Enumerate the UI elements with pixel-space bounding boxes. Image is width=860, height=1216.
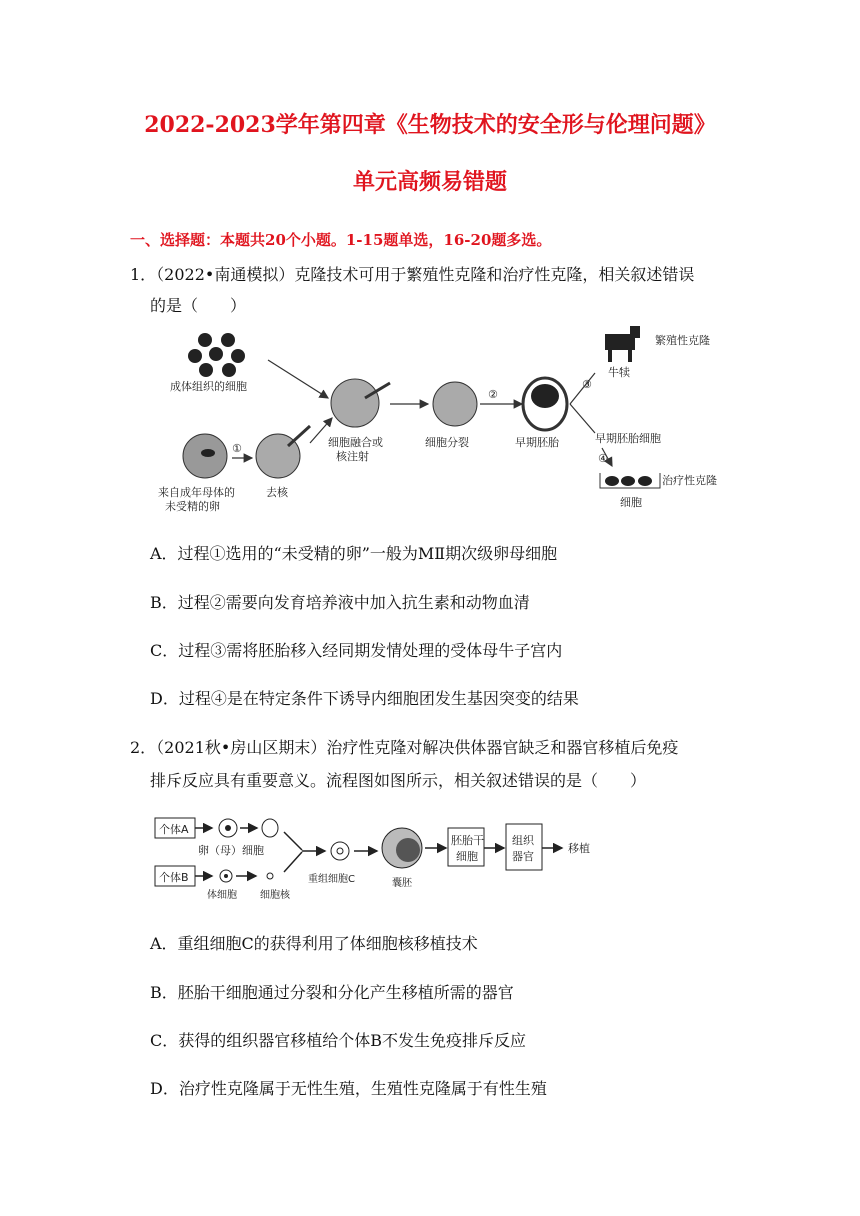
title-line-1: 2022-2023学年第四章《生物技术的安全形与伦理问题》: [144, 112, 716, 138]
recombined-label: 重组细胞C: [308, 874, 355, 885]
organ-box: [506, 824, 542, 870]
adult-cells-icon: [188, 333, 245, 377]
enucleate-label: 去核: [266, 486, 288, 499]
cells-dish-icon: [600, 473, 660, 488]
early-embryo-cells-label: 早期胚胎细胞: [595, 432, 661, 445]
step2-label: ②: [488, 388, 498, 401]
reproductive-label: 繁殖性克隆: [655, 334, 710, 347]
organ-label-1: 组织: [512, 834, 534, 847]
q1-option-b: B．过程②需要向发育培养液中加入抗生素和动物血清: [150, 593, 530, 612]
individual-a-label: 个体A: [159, 823, 189, 836]
egg-label-2: 未受精的卵: [165, 500, 220, 513]
q1-stem-line-1: 1．（2022•南通模拟）克隆技术可用于繁殖性克隆和治疗性克隆，相关叙述错误: [130, 265, 695, 284]
early-embryo-label: 早期胚胎: [515, 436, 559, 449]
q2-option-a: A．重组细胞C的获得利用了体细胞核移植技术: [150, 934, 478, 953]
egg-label-1: 来自成年母体的: [158, 486, 235, 499]
section-heading: 一、选择题：本题共20个小题。1-15题单选，16-20题多选。: [130, 231, 552, 249]
transplant-label: 移植: [568, 842, 590, 855]
q1-option-d: D．过程④是在特定条件下诱导内细胞团发生基因突变的结果: [150, 689, 579, 708]
q2-option-d: D．治疗性克隆属于无性生殖，生殖性克隆属于有性生殖: [150, 1079, 547, 1098]
q2-stem-line-2: 排斥反应具有重要意义。流程图如图所示，相关叙述错误的是（ ）: [150, 771, 647, 790]
q2-clone-flowchart: [150, 810, 640, 900]
q2-option-c: C．获得的组织器官移植给个体B不发生免疫排斥反应: [150, 1031, 527, 1050]
oocyte-label: 卵（母）细胞: [198, 844, 264, 857]
step1-label: ①: [232, 442, 242, 455]
division-label: 细胞分裂: [425, 436, 469, 449]
q2-stem-line-1: 2．（2021秋•房山区期末）治疗性克隆对解决供体器官缺乏和器官移植后免疫: [130, 738, 679, 757]
individual-b-label: 个体B: [159, 871, 189, 884]
nucleus-label: 细胞核: [260, 890, 290, 900]
adult-cells-label: 成体组织的细胞: [170, 380, 247, 393]
somatic-label: 体细胞: [207, 890, 237, 900]
nucleus-icon: [267, 873, 273, 879]
esc-label-1: 胚胎干: [451, 834, 484, 847]
fusion-label-1: 细胞融合或: [328, 436, 383, 449]
title-line-2: 单元高频易错题: [352, 169, 507, 195]
esc-label-2: 细胞: [456, 850, 478, 863]
q1-stem-line-2: 的是（ ）: [150, 296, 247, 315]
step3-label: ③: [582, 378, 592, 391]
fusion-label-2: 核注射: [336, 450, 369, 463]
cells-label: 细胞: [620, 496, 642, 509]
calf-label: 牛犊: [608, 366, 630, 379]
q1-option-c: C．过程③需将胚胎移入经同期发情处理的受体母牛子宫内: [150, 641, 563, 660]
calf-icon: [605, 326, 640, 362]
q1-option-a: A．过程①选用的“未受精的卵”一般为MⅡ期次级卵母细胞: [150, 544, 558, 563]
q2-option-b: B．胚胎干细胞通过分裂和分化产生移植所需的器官: [150, 983, 514, 1002]
step4-label: ④: [598, 452, 608, 465]
q1-cloning-diagram: [150, 318, 750, 518]
fusion-cell-icon: [331, 379, 379, 427]
therapeutic-label: 治疗性克隆: [662, 474, 717, 487]
blastocyst-label: 囊胚: [392, 878, 412, 889]
organ-label-2: 器官: [512, 850, 534, 863]
dividing-cell-icon: [433, 382, 477, 426]
